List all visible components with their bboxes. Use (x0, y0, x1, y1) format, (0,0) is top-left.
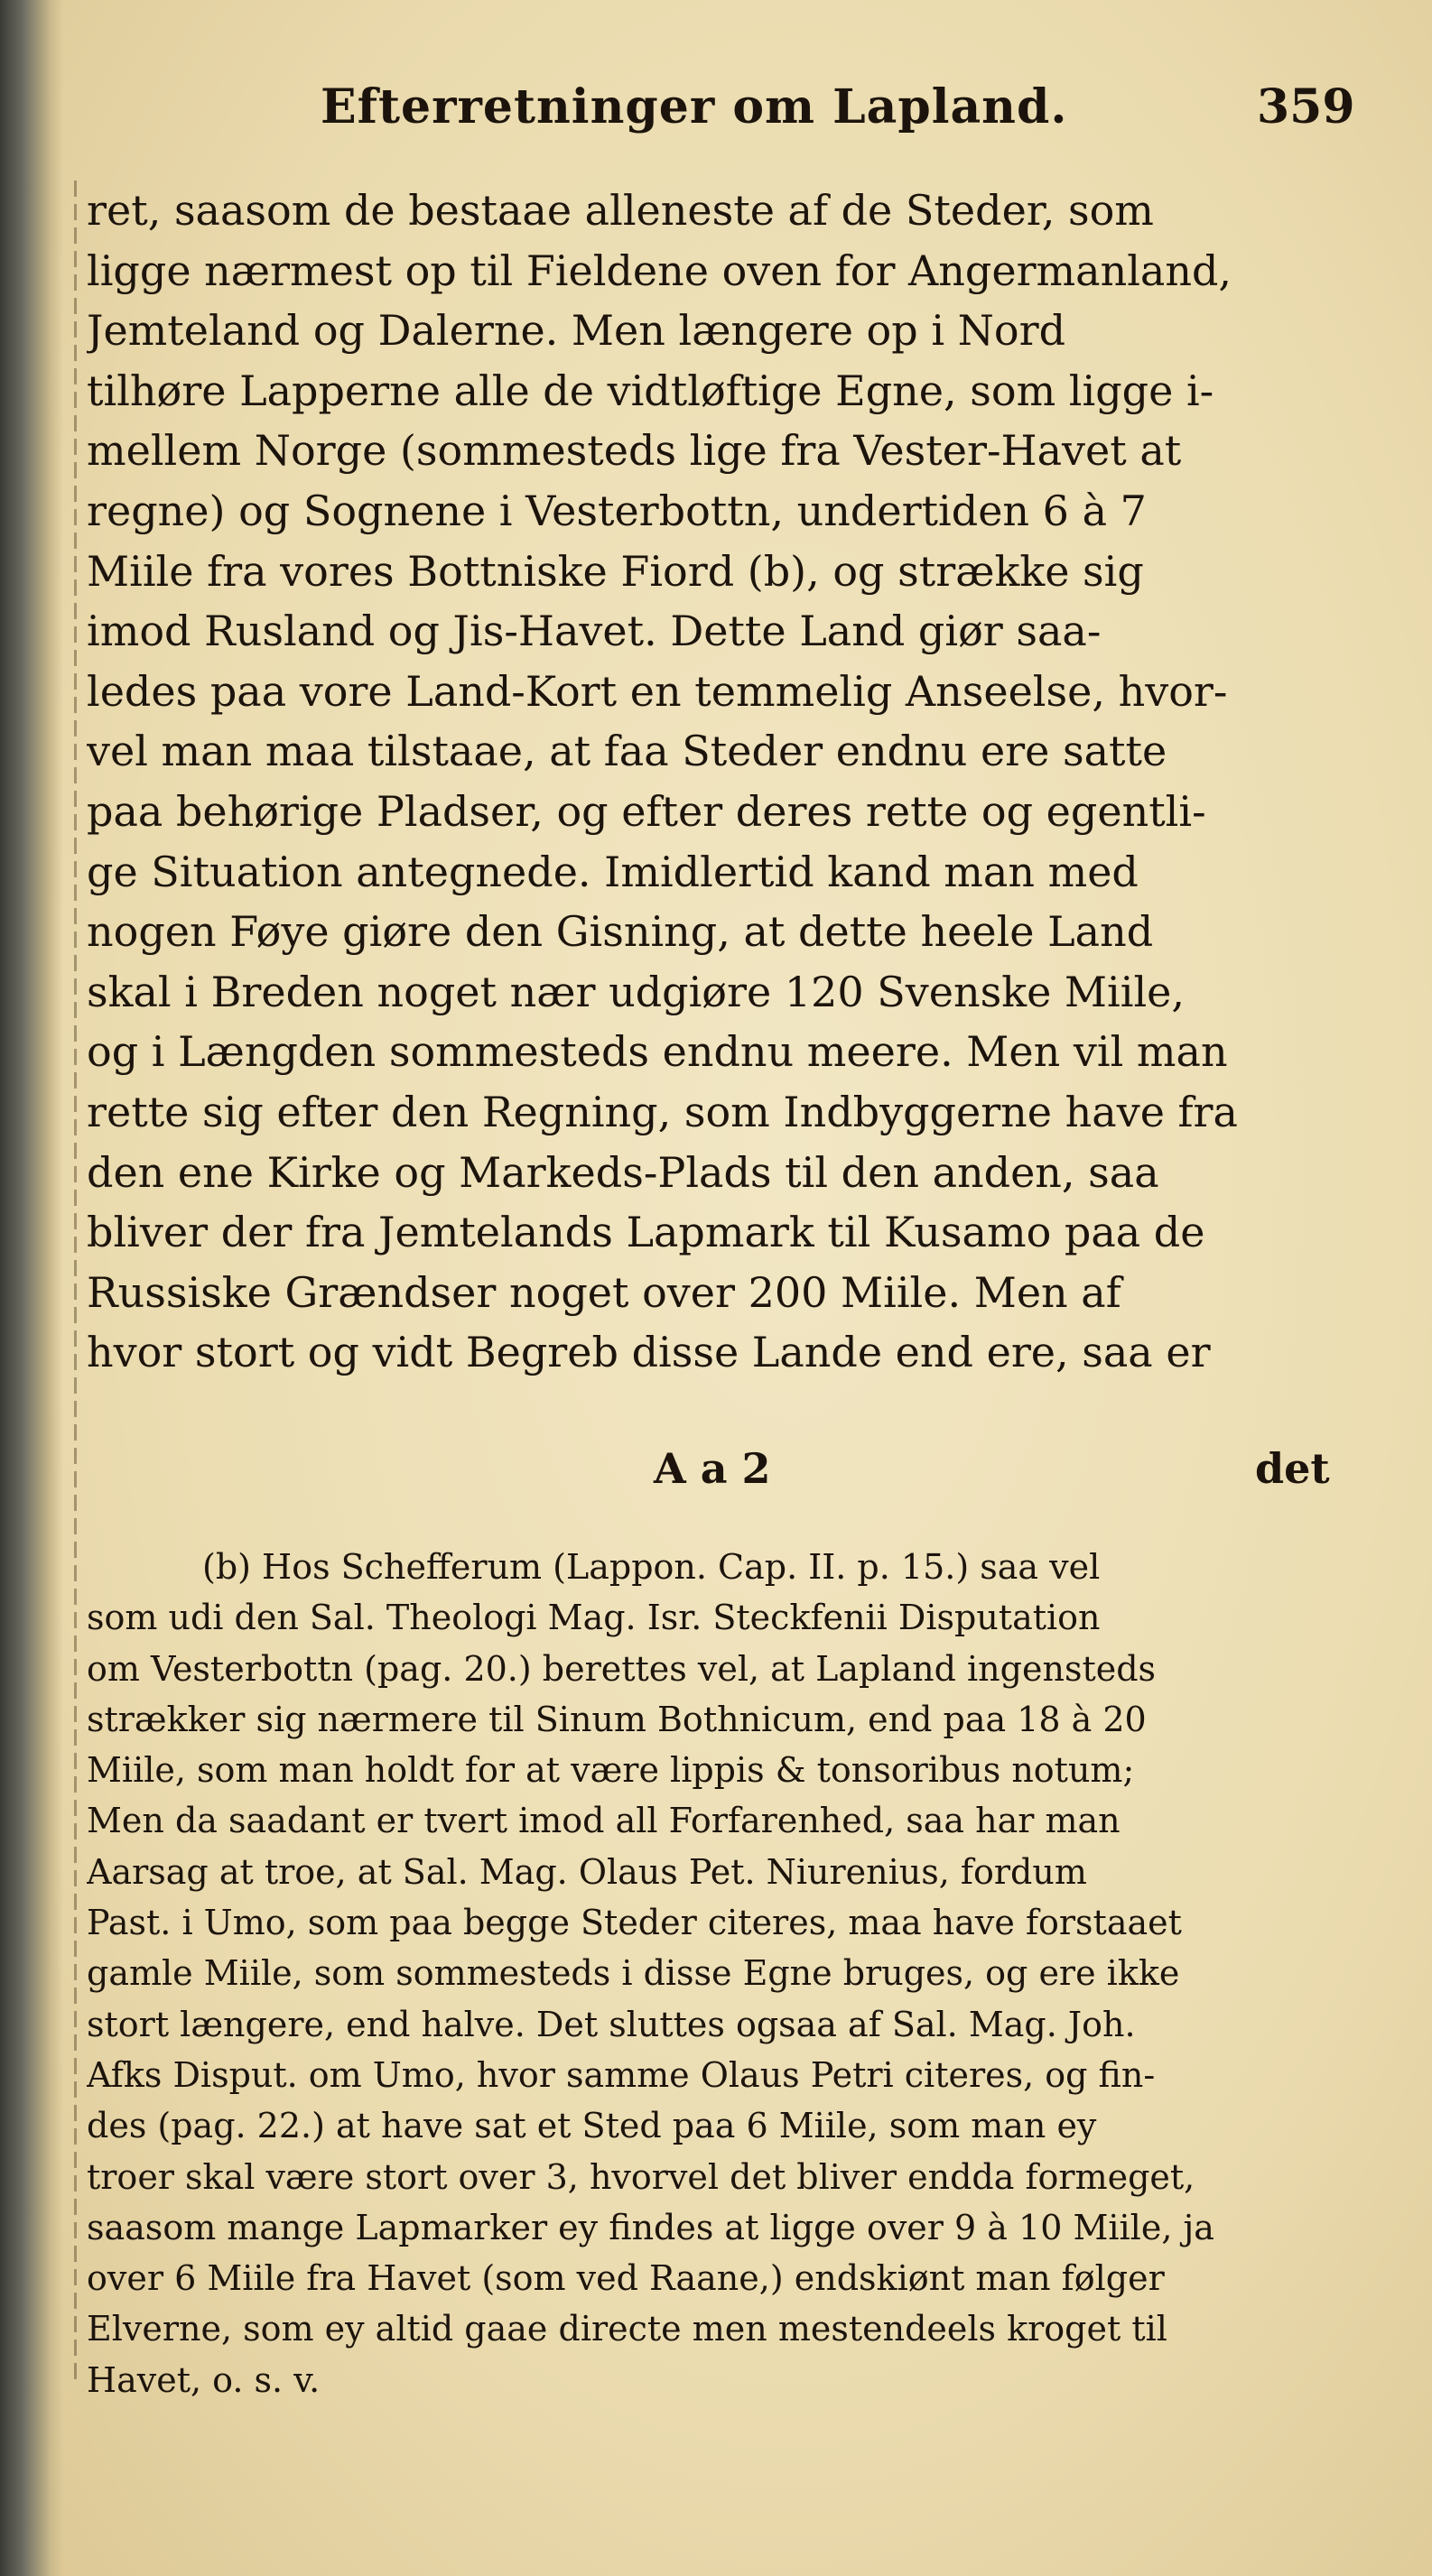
text-line: mellem Norge (sommesteds lige fra Vester-Havet at (87, 426, 1182, 476)
footnote-line: over 6 Miile fra Havet (som ved Raane,) endskiønt man følger (87, 2258, 1165, 2299)
text-line: ret, saasom de bestaae alleneste af de Steder, som (87, 186, 1154, 235)
gutter-rule (74, 181, 77, 2383)
text-line: den ene Kirke og Markeds-Plads til den anden, saa (87, 1147, 1159, 1197)
text-line: paa behørige Pladser, og efter deres rette og egentli- (87, 786, 1206, 836)
footnote-line: des (pag. 22.) at have sat et Sted paa 6 Miile, som man ey (87, 2106, 1097, 2146)
text-line: tilhøre Lapperne alle de vidtløftige Egne, som ligge i- (87, 366, 1214, 415)
binding-shadow (0, 0, 63, 2576)
footnote-line: gamle Miile, som sommesteds i disse Egne bruges, og ere ikke (87, 1953, 1180, 1994)
footnote-line: Miile, som man holdt for at være lippis & tonsoribus notum; (87, 1750, 1135, 1791)
footnote-line: troer skal være stort over 3, hvorvel det bliver endda formeget, (87, 2156, 1195, 2197)
text-line: Russiske Grændser noget over 200 Miile. Men af (87, 1267, 1121, 1317)
text-line: imod Rusland og Jis-Havet. Dette Land giør saa- (87, 607, 1102, 656)
text-line: bliver der fra Jemtelands Lapmark til Kusamo paa de (87, 1208, 1205, 1257)
footnote-line: Men da saadant er tvert imod all Forfarenhed, saa har man (87, 1801, 1120, 1841)
signature-mark: A a 2 (654, 1444, 771, 1493)
text-line: Miile fra vores Bottniske Fiord (b), og strække sig (87, 546, 1144, 596)
text-line: ligge nærmest op til Fieldene oven for Angermanland, (87, 246, 1232, 295)
text-line: hvor stort og vidt Begreb disse Lande end ere, saa er (87, 1328, 1211, 1377)
text-line: skal i Breden noget nær udgiøre 120 Svenske Miile, (87, 967, 1186, 1016)
running-head: Efterretninger om Lapland. (321, 79, 1068, 134)
footnote-line: saasom mange Lapmarker ey findes at ligge over 9 à 10 Miile, ja (87, 2207, 1214, 2247)
text-line: vel man maa tilstaae, at faa Steder endnu ere satte (87, 727, 1167, 776)
footnote-line: (b) Hos Schefferum (Lappon. Cap. II. p. 15.) saa vel (202, 1547, 1101, 1587)
page-number: 359 (1257, 79, 1355, 134)
footnote-line: Havet, o. s. v. (87, 2359, 321, 2400)
footnote-line: Past. i Umo, som paa begge Steder citeres, maa have forstaaet (87, 1903, 1182, 1943)
text-line: nogen Føye giøre den Gisning, at dette heele Land (87, 907, 1154, 957)
footnote-line: om Vesterbottn (pag. 20.) berettes vel, at Lapland ingensteds (87, 1648, 1157, 1689)
text-line: og i Længden sommesteds endnu meere. Men vil man (87, 1027, 1228, 1077)
footnote-line: strækker sig nærmere til Sinum Bothnicum, end paa 18 à 20 (87, 1699, 1147, 1739)
catchword: det (1255, 1444, 1330, 1493)
footnote-line: som udi den Sal. Theologi Mag. Isr. Steckfenii Disputation (87, 1598, 1101, 1638)
text-line: Jemteland og Dalerne. Men længere op i Nord (87, 306, 1066, 356)
footnote-line: Elverne, som ey altid gaae directe men mestendeels kroget til (87, 2309, 1167, 2349)
footnote-line: stort længere, end halve. Det sluttes ogsaa af Sal. Mag. Joh. (87, 2004, 1136, 2044)
footnote-line: Aarsag at troe, at Sal. Mag. Olaus Pet. Niurenius, fordum (87, 1851, 1087, 1892)
main-text-block (87, 181, 1351, 1383)
footnote-line: Afks Disput. om Umo, hvor samme Olaus Petri citeres, og fin- (87, 2054, 1156, 2095)
page-header (0, 79, 1432, 152)
text-line: regne) og Sognene i Vesterbottn, undertiden 6 à 7 (87, 486, 1147, 535)
text-line: ge Situation antegnede. Imidlertid kand man med (87, 847, 1139, 896)
text-line: ledes paa vore Land-Kort en temmelig Anseelse, hvor- (87, 666, 1228, 716)
signature-line (87, 1444, 1351, 1502)
text-line: rette sig efter den Regning, som Indbyggerne have fra (87, 1087, 1238, 1136)
footnote-block (87, 1542, 1351, 2405)
